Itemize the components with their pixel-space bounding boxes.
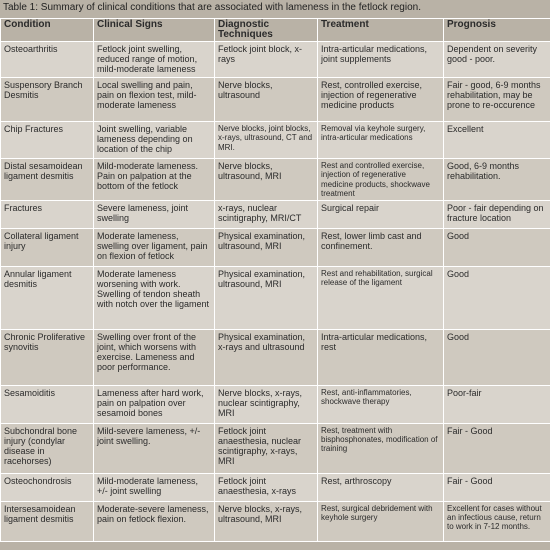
cell-prognosis: Good — [444, 329, 550, 385]
cell-signs: Fetlock joint swelling, reduced range of motion, mild-moderate lameness — [94, 42, 215, 78]
table-row — [1, 501, 550, 541]
cell-treatment: Rest, anti-inflammatories, shockwave therapy — [318, 385, 444, 423]
cell-prognosis: Fair - good, 6-9 months rehabilitation, may be prone to re-occurence — [444, 78, 550, 122]
cell-condition: Distal sesamoidean ligament desmitis — [1, 159, 94, 201]
cell-condition: Osteoarthritis — [1, 42, 94, 78]
cell-diagnostics: Fetlock joint block, x-rays — [215, 42, 318, 78]
cell-prognosis: Excellent — [444, 122, 550, 159]
table-row — [1, 473, 550, 501]
cell-diagnostics: Nerve blocks, x-rays, ultrasound, MRI — [215, 501, 318, 541]
table-caption: Table 1: Summary of clinical conditions that are associated with lameness in the fetlock region. — [0, 0, 550, 18]
cell-signs: Mild-severe lameness, +/- joint swelling. — [94, 423, 215, 473]
cell-condition: Fractures — [1, 200, 94, 228]
cell-signs: Moderate lameness worsening with work. Swelling of tendon sheath with notch over the ligament — [94, 266, 215, 329]
cell-prognosis: Excellent for cases without an infectious cause, return to work in 7-12 months. — [444, 501, 550, 541]
cell-prognosis: Good, 6-9 months rehabilitation. — [444, 159, 550, 201]
table-row — [1, 423, 550, 473]
cell-prognosis: Poor-fair — [444, 385, 550, 423]
cell-prognosis: Good — [444, 228, 550, 266]
cell-diagnostics: Fetlock joint anaesthesia, nuclear scintigraphy, x-rays, MRI — [215, 423, 318, 473]
cell-signs: Mild-moderate lameness, +/- joint swelling — [94, 473, 215, 501]
cell-diagnostics: Nerve blocks, ultrasound — [215, 78, 318, 122]
cell-treatment: Rest and rehabilitation, surgical release of the ligament — [318, 266, 444, 329]
conditions-table — [0, 18, 550, 542]
cell-treatment: Rest and controlled exercise, injection of regenerative medicine products, shockwave treatment — [318, 159, 444, 201]
table-header — [1, 19, 550, 42]
cell-treatment: Intra-articular medications, joint supplements — [318, 42, 444, 78]
cell-prognosis: Fair - Good — [444, 473, 550, 501]
table-row — [1, 385, 550, 423]
table-row — [1, 78, 550, 122]
cell-condition: Annular ligament desmitis — [1, 266, 94, 329]
cell-diagnostics: x-rays, nuclear scintigraphy, MRI/CT — [215, 200, 318, 228]
cell-signs: Swelling over front of the joint, which worsens with exercise. Lameness and poor performance. — [94, 329, 215, 385]
cell-treatment: Rest, treatment with bisphosphonates, modification of training — [318, 423, 444, 473]
cell-treatment: Surgical repair — [318, 200, 444, 228]
cell-signs: Lameness after hard work, pain on palpation over sesamoid bones — [94, 385, 215, 423]
cell-treatment: Rest, surgical debridement with keyhole surgery — [318, 501, 444, 541]
cell-signs: Local swelling and pain, pain on flexion test, mild-moderate lameness — [94, 78, 215, 122]
table-row — [1, 266, 550, 329]
cell-signs: Moderate lameness, swelling over ligament, pain on flexion of fetlock — [94, 228, 215, 266]
header-clinical-signs: Clinical Signs — [94, 19, 215, 42]
cell-treatment: Intra-articular medications, rest — [318, 329, 444, 385]
cell-signs: Mild-moderate lameness. Pain on palpation at the bottom of the fetlock — [94, 159, 215, 201]
cell-signs: Moderate-severe lameness, pain on fetlock flexion. — [94, 501, 215, 541]
cell-treatment: Rest, arthroscopy — [318, 473, 444, 501]
cell-condition: Subchondral bone injury (condylar disease in racehorses) — [1, 423, 94, 473]
cell-condition: Chronic Proliferative synovitis — [1, 329, 94, 385]
table-row — [1, 200, 550, 228]
cell-signs: Severe lameness, joint swelling — [94, 200, 215, 228]
header-treatment: Treatment — [318, 19, 444, 42]
cell-condition: Suspensory Branch Desmitis — [1, 78, 94, 122]
cell-treatment: Removal via keyhole surgery, intra-articular medications — [318, 122, 444, 159]
cell-diagnostics: Nerve blocks, x-rays, nuclear scintigraphy, MRI — [215, 385, 318, 423]
cell-diagnostics: Physical examination, ultrasound, MRI — [215, 266, 318, 329]
cell-treatment: Rest, lower limb cast and confinement. — [318, 228, 444, 266]
cell-diagnostics: Fetlock joint anaesthesia, x-rays — [215, 473, 318, 501]
table-row — [1, 42, 550, 78]
cell-prognosis: Poor - fair depending on fracture location — [444, 200, 550, 228]
cell-diagnostics: Nerve blocks, joint blocks, x-rays, ultrasound, CT and MRI. — [215, 122, 318, 159]
cell-treatment: Rest, controlled exercise, injection of regenerative medicine products — [318, 78, 444, 122]
cell-prognosis: Dependent on severity good - poor. — [444, 42, 550, 78]
cell-condition: Collateral ligament injury — [1, 228, 94, 266]
cell-diagnostics: Nerve blocks, ultrasound, MRI — [215, 159, 318, 201]
header-diagnostic-techniques: Diagnostic Techniques — [215, 19, 318, 42]
table-row — [1, 122, 550, 159]
cell-condition: Osteochondrosis — [1, 473, 94, 501]
cell-condition: Chip Fractures — [1, 122, 94, 159]
header-prognosis: Prognosis — [444, 19, 550, 42]
table-row — [1, 159, 550, 201]
cell-diagnostics: Physical examination, ultrasound, MRI — [215, 228, 318, 266]
table-body — [1, 42, 550, 542]
cell-prognosis: Good — [444, 266, 550, 329]
table-row — [1, 228, 550, 266]
header-condition: Condition — [1, 19, 94, 42]
cell-condition: Intersesamoidean ligament desmitis — [1, 501, 94, 541]
cell-signs: Joint swelling, variable lameness depending on location of the chip — [94, 122, 215, 159]
cell-diagnostics: Physical examination, x-rays and ultrasound — [215, 329, 318, 385]
cell-prognosis: Fair - Good — [444, 423, 550, 473]
cell-condition: Sesamoiditis — [1, 385, 94, 423]
table-row — [1, 329, 550, 385]
